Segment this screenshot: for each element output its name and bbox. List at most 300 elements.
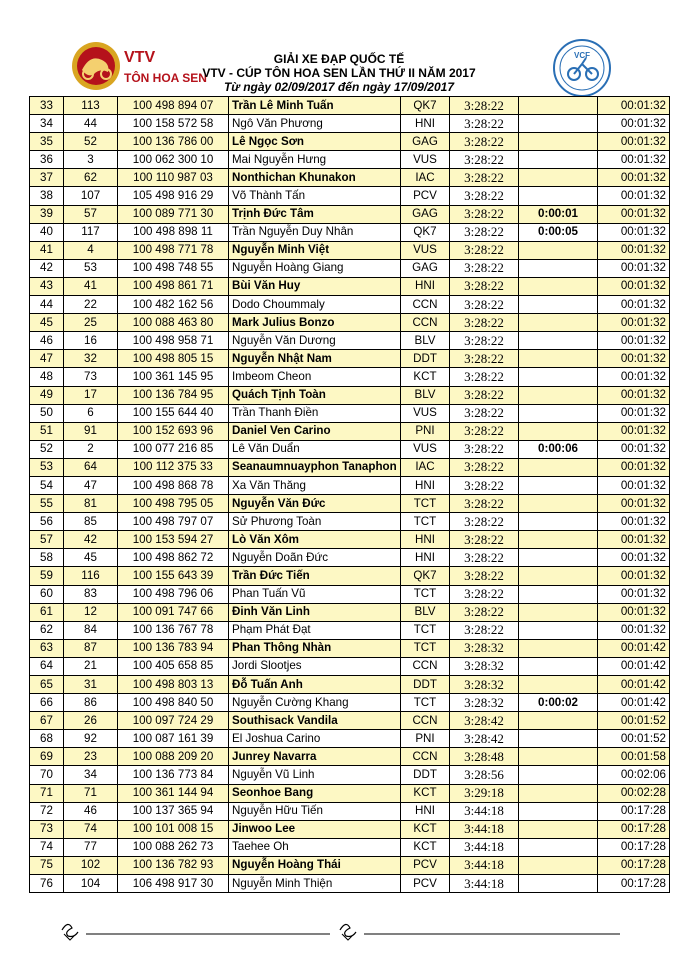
bib-cell: 104 [64, 875, 118, 893]
uci-id-cell: 100 498 796 06 [118, 585, 229, 603]
uci-id-cell: 100 077 216 85 [118, 440, 229, 458]
rank-cell: 49 [30, 386, 64, 404]
rank-cell: 56 [30, 513, 64, 531]
rider-name-cell: Phan Thông Nhàn [229, 639, 401, 657]
table-row [30, 657, 670, 675]
table-row [30, 404, 670, 422]
rider-name-cell: Lò Văn Xôm [229, 531, 401, 549]
gap-cell: 00:01:52 [598, 712, 670, 730]
team-cell: QK7 [401, 97, 450, 115]
bonus-cell [519, 259, 598, 277]
signature-area [0, 910, 678, 950]
rider-name-cell: Seonhoe Bang [229, 784, 401, 802]
bib-cell: 25 [64, 314, 118, 332]
uci-id-cell: 100 101 008 15 [118, 820, 229, 838]
team-cell: BLV [401, 386, 450, 404]
rank-cell: 55 [30, 495, 64, 513]
team-cell: PCV [401, 875, 450, 893]
time-cell: 3:28:22 [450, 187, 519, 205]
table-row [30, 277, 670, 295]
rider-name-cell: El Joshua Carino [229, 730, 401, 748]
uci-id-cell: 100 498 748 55 [118, 259, 229, 277]
rank-cell: 36 [30, 151, 64, 169]
title-line-2: VTV - CÚP TÔN HOA SEN LẦN THỨ II NĂM 2017 [202, 66, 476, 80]
bib-cell: 74 [64, 820, 118, 838]
team-cell: BLV [401, 603, 450, 621]
rank-cell: 41 [30, 241, 64, 259]
uci-id-cell: 100 089 771 30 [118, 205, 229, 223]
uci-id-cell: 100 136 767 78 [118, 621, 229, 639]
team-cell: TCT [401, 495, 450, 513]
time-cell: 3:28:22 [450, 97, 519, 115]
team-cell: QK7 [401, 223, 450, 241]
gap-cell: 00:01:32 [598, 368, 670, 386]
bib-cell: 71 [64, 784, 118, 802]
table-row [30, 458, 670, 476]
gap-cell: 00:17:28 [598, 838, 670, 856]
bib-cell: 42 [64, 531, 118, 549]
gap-cell: 00:01:32 [598, 440, 670, 458]
bib-cell: 47 [64, 476, 118, 494]
gap-cell: 00:01:42 [598, 639, 670, 657]
rider-name-cell: Jordi Slootjes [229, 657, 401, 675]
logo-vtv-text: VTV [124, 49, 156, 66]
rider-name-cell: Nguyễn Cường Khang [229, 694, 401, 712]
uci-id-cell: 100 091 747 66 [118, 603, 229, 621]
bonus-cell: 0:00:06 [519, 440, 598, 458]
time-cell: 3:28:32 [450, 657, 519, 675]
gap-cell: 00:01:58 [598, 748, 670, 766]
rank-cell: 65 [30, 676, 64, 694]
gap-cell: 00:01:32 [598, 133, 670, 151]
uci-id-cell: 106 498 917 30 [118, 875, 229, 893]
table-row [30, 549, 670, 567]
rank-cell: 52 [30, 440, 64, 458]
gap-cell: 00:01:32 [598, 621, 670, 639]
bonus-cell [519, 133, 598, 151]
team-cell: PCV [401, 856, 450, 874]
bib-cell: 2 [64, 440, 118, 458]
table-row [30, 712, 670, 730]
table-row [30, 730, 670, 748]
rank-cell: 64 [30, 657, 64, 675]
rider-name-cell: Daniel Ven Carino [229, 422, 401, 440]
rank-cell: 68 [30, 730, 64, 748]
rank-cell: 67 [30, 712, 64, 730]
table-row [30, 838, 670, 856]
bib-cell: 26 [64, 712, 118, 730]
team-cell: CCN [401, 748, 450, 766]
time-cell: 3:44:18 [450, 875, 519, 893]
uci-id-cell: 100 136 783 94 [118, 639, 229, 657]
gap-cell: 00:01:32 [598, 277, 670, 295]
uci-id-cell: 100 498 861 71 [118, 277, 229, 295]
rank-cell: 60 [30, 585, 64, 603]
gap-cell: 00:01:32 [598, 513, 670, 531]
bonus-cell [519, 784, 598, 802]
signature-1 [62, 924, 78, 940]
gap-cell: 00:01:42 [598, 694, 670, 712]
bib-cell: 12 [64, 603, 118, 621]
team-cell: VUS [401, 151, 450, 169]
bib-cell: 32 [64, 350, 118, 368]
gap-cell: 00:01:52 [598, 730, 670, 748]
table-row [30, 621, 670, 639]
table-row [30, 97, 670, 115]
gap-cell: 00:01:32 [598, 422, 670, 440]
bib-cell: 44 [64, 115, 118, 133]
uci-id-cell: 100 361 145 95 [118, 368, 229, 386]
team-cell: GAG [401, 259, 450, 277]
team-cell: TCT [401, 585, 450, 603]
rank-cell: 59 [30, 567, 64, 585]
time-cell: 3:28:22 [450, 585, 519, 603]
time-cell: 3:28:22 [450, 350, 519, 368]
bonus-cell [519, 314, 598, 332]
time-cell: 3:44:18 [450, 802, 519, 820]
table-row [30, 784, 670, 802]
rider-name-cell: Imbeom Cheon [229, 368, 401, 386]
bib-cell: 46 [64, 802, 118, 820]
time-cell: 3:28:22 [450, 223, 519, 241]
bib-cell: 87 [64, 639, 118, 657]
rank-cell: 42 [30, 259, 64, 277]
bib-cell: 91 [64, 422, 118, 440]
rider-name-cell: Nguyễn Minh Việt [229, 241, 401, 259]
rider-name-cell: Southisack Vandila [229, 712, 401, 730]
uci-id-cell: 100 498 797 07 [118, 513, 229, 531]
uci-id-cell: 100 136 773 84 [118, 766, 229, 784]
bonus-cell [519, 730, 598, 748]
team-cell: PCV [401, 187, 450, 205]
gap-cell: 00:01:32 [598, 350, 670, 368]
rider-name-cell: Xa Văn Thăng [229, 476, 401, 494]
uci-id-cell: 100 137 365 94 [118, 802, 229, 820]
bonus-cell [519, 476, 598, 494]
gap-cell: 00:01:32 [598, 97, 670, 115]
table-row [30, 694, 670, 712]
bib-cell: 116 [64, 567, 118, 585]
table-row [30, 151, 670, 169]
gap-cell: 00:01:32 [598, 115, 670, 133]
time-cell: 3:28:56 [450, 766, 519, 784]
bib-cell: 23 [64, 748, 118, 766]
time-cell: 3:28:22 [450, 476, 519, 494]
rider-name-cell: Nguyễn Doãn Đức [229, 549, 401, 567]
time-cell: 3:28:22 [450, 277, 519, 295]
table-row [30, 350, 670, 368]
uci-id-cell: 100 498 803 13 [118, 676, 229, 694]
rider-name-cell: Đinh Văn Linh [229, 603, 401, 621]
uci-id-cell: 100 088 463 80 [118, 314, 229, 332]
time-cell: 3:28:32 [450, 694, 519, 712]
bonus-cell [519, 567, 598, 585]
rank-cell: 33 [30, 97, 64, 115]
bonus-cell [519, 838, 598, 856]
table-row [30, 513, 670, 531]
time-cell: 3:29:18 [450, 784, 519, 802]
rider-name-cell: Dodo Choummaly [229, 296, 401, 314]
table-row [30, 332, 670, 350]
uci-id-cell: 100 498 898 11 [118, 223, 229, 241]
time-cell: 3:28:22 [450, 549, 519, 567]
bonus-cell [519, 875, 598, 893]
bib-cell: 41 [64, 277, 118, 295]
table-row [30, 476, 670, 494]
table-row [30, 531, 670, 549]
bonus-cell [519, 368, 598, 386]
team-cell: IAC [401, 169, 450, 187]
time-cell: 3:28:22 [450, 133, 519, 151]
team-cell: HNI [401, 476, 450, 494]
rider-name-cell: Nguyễn Hoàng Giang [229, 259, 401, 277]
signature-2 [340, 924, 356, 940]
rider-name-cell: Phạm Phát Đạt [229, 621, 401, 639]
vcf-logo [552, 38, 612, 98]
logo-vcf-text: VCF [574, 51, 590, 60]
uci-id-cell: 100 155 644 40 [118, 404, 229, 422]
rider-name-cell: Nguyễn Vũ Linh [229, 766, 401, 784]
gap-cell: 00:01:42 [598, 676, 670, 694]
time-cell: 3:28:22 [450, 422, 519, 440]
rider-name-cell: Trần Đức Tiến [229, 567, 401, 585]
gap-cell: 00:01:32 [598, 314, 670, 332]
bib-cell: 45 [64, 549, 118, 567]
table-row [30, 440, 670, 458]
gap-cell: 00:01:32 [598, 296, 670, 314]
uci-id-cell: 100 498 771 78 [118, 241, 229, 259]
gap-cell: 00:01:32 [598, 187, 670, 205]
rank-cell: 43 [30, 277, 64, 295]
uci-id-cell: 100 110 987 03 [118, 169, 229, 187]
uci-id-cell: 100 482 162 56 [118, 296, 229, 314]
gap-cell: 00:01:32 [598, 241, 670, 259]
rank-cell: 39 [30, 205, 64, 223]
bonus-cell [519, 97, 598, 115]
gap-cell: 00:17:28 [598, 856, 670, 874]
time-cell: 3:28:22 [450, 513, 519, 531]
bib-cell: 113 [64, 97, 118, 115]
rank-cell: 45 [30, 314, 64, 332]
time-cell: 3:28:22 [450, 621, 519, 639]
table-row [30, 802, 670, 820]
rider-name-cell: Mai Nguyễn Hưng [229, 151, 401, 169]
bonus-cell [519, 802, 598, 820]
rider-name-cell: Jinwoo Lee [229, 820, 401, 838]
bib-cell: 117 [64, 223, 118, 241]
table-row [30, 585, 670, 603]
time-cell: 3:44:18 [450, 838, 519, 856]
rider-name-cell: Nonthichan Khunakon [229, 169, 401, 187]
rank-cell: 50 [30, 404, 64, 422]
bonus-cell [519, 151, 598, 169]
time-cell: 3:28:22 [450, 205, 519, 223]
table-row [30, 495, 670, 513]
bib-cell: 64 [64, 458, 118, 476]
rank-cell: 76 [30, 875, 64, 893]
uci-id-cell: 100 361 144 94 [118, 784, 229, 802]
table-row [30, 875, 670, 893]
gap-cell: 00:01:32 [598, 404, 670, 422]
team-cell: HNI [401, 549, 450, 567]
table-row [30, 259, 670, 277]
time-cell: 3:28:22 [450, 567, 519, 585]
bib-cell: 107 [64, 187, 118, 205]
gap-cell: 00:01:32 [598, 531, 670, 549]
team-cell: CCN [401, 657, 450, 675]
team-cell: CCN [401, 314, 450, 332]
team-cell: IAC [401, 458, 450, 476]
gap-cell: 00:01:32 [598, 495, 670, 513]
bib-cell: 73 [64, 368, 118, 386]
table-row [30, 422, 670, 440]
table-row [30, 187, 670, 205]
rank-cell: 53 [30, 458, 64, 476]
bonus-cell [519, 187, 598, 205]
team-cell: TCT [401, 621, 450, 639]
bonus-cell [519, 169, 598, 187]
time-cell: 3:28:32 [450, 639, 519, 657]
rider-name-cell: Nguyễn Văn Đức [229, 495, 401, 513]
table-row [30, 296, 670, 314]
bib-cell: 22 [64, 296, 118, 314]
team-cell: DDT [401, 350, 450, 368]
rank-cell: 58 [30, 549, 64, 567]
gap-cell: 00:17:28 [598, 875, 670, 893]
rank-cell: 57 [30, 531, 64, 549]
bonus-cell [519, 531, 598, 549]
rank-cell: 72 [30, 802, 64, 820]
bib-cell: 83 [64, 585, 118, 603]
rank-cell: 71 [30, 784, 64, 802]
bonus-cell [519, 386, 598, 404]
time-cell: 3:28:22 [450, 495, 519, 513]
gap-cell: 00:01:32 [598, 151, 670, 169]
bib-cell: 31 [64, 676, 118, 694]
uci-id-cell: 100 097 724 29 [118, 712, 229, 730]
time-cell: 3:28:22 [450, 314, 519, 332]
time-cell: 3:28:22 [450, 241, 519, 259]
gap-cell: 00:01:32 [598, 585, 670, 603]
rank-cell: 75 [30, 856, 64, 874]
rider-name-cell: Nguyễn Hữu Tiến [229, 802, 401, 820]
rider-name-cell: Nguyễn Văn Dương [229, 332, 401, 350]
time-cell: 3:28:22 [450, 531, 519, 549]
bib-cell: 4 [64, 241, 118, 259]
table-row [30, 386, 670, 404]
bonus-cell [519, 657, 598, 675]
team-cell: VUS [401, 241, 450, 259]
title-line-1: GIẢI XE ĐẠP QUỐC TẾ [273, 52, 405, 66]
gap-cell: 00:01:32 [598, 205, 670, 223]
team-cell: KCT [401, 368, 450, 386]
rank-cell: 66 [30, 694, 64, 712]
rank-cell: 47 [30, 350, 64, 368]
gap-cell: 00:01:32 [598, 549, 670, 567]
bonus-cell [519, 676, 598, 694]
rider-name-cell: Ngô Văn Phương [229, 115, 401, 133]
uci-id-cell: 100 498 862 72 [118, 549, 229, 567]
uci-id-cell: 100 498 840 50 [118, 694, 229, 712]
bonus-cell [519, 422, 598, 440]
rider-name-cell: Trần Nguyễn Duy Nhân [229, 223, 401, 241]
time-cell: 3:28:22 [450, 296, 519, 314]
bonus-cell [519, 766, 598, 784]
table-row [30, 169, 670, 187]
team-cell: PNI [401, 422, 450, 440]
bonus-cell [519, 495, 598, 513]
rank-cell: 44 [30, 296, 64, 314]
bonus-cell [519, 712, 598, 730]
time-cell: 3:28:42 [450, 730, 519, 748]
time-cell: 3:28:22 [450, 115, 519, 133]
time-cell: 3:28:22 [450, 151, 519, 169]
table-row [30, 820, 670, 838]
bib-cell: 57 [64, 205, 118, 223]
team-cell: TCT [401, 513, 450, 531]
bonus-cell: 0:00:05 [519, 223, 598, 241]
uci-id-cell: 100 088 262 73 [118, 838, 229, 856]
team-cell: PNI [401, 730, 450, 748]
team-cell: TCT [401, 639, 450, 657]
bib-cell: 84 [64, 621, 118, 639]
rank-cell: 40 [30, 223, 64, 241]
uci-id-cell: 100 152 693 96 [118, 422, 229, 440]
team-cell: QK7 [401, 567, 450, 585]
team-cell: TCT [401, 694, 450, 712]
gap-cell: 00:01:32 [598, 259, 670, 277]
rider-name-cell: Nguyễn Nhật Nam [229, 350, 401, 368]
rank-cell: 34 [30, 115, 64, 133]
rider-name-cell: Nguyễn Minh Thiện [229, 875, 401, 893]
time-cell: 3:28:48 [450, 748, 519, 766]
table-row [30, 766, 670, 784]
team-cell: VUS [401, 440, 450, 458]
rider-name-cell: Trần Lê Minh Tuấn [229, 97, 401, 115]
uci-id-cell: 100 498 894 07 [118, 97, 229, 115]
rank-cell: 37 [30, 169, 64, 187]
team-cell: KCT [401, 838, 450, 856]
rider-name-cell: Sử Phương Toàn [229, 513, 401, 531]
rider-name-cell: Quách Tịnh Toàn [229, 386, 401, 404]
time-cell: 3:28:22 [450, 603, 519, 621]
rank-cell: 54 [30, 476, 64, 494]
time-cell: 3:28:22 [450, 386, 519, 404]
bonus-cell [519, 856, 598, 874]
rider-name-cell: Trịnh Đức Tâm [229, 205, 401, 223]
rank-cell: 69 [30, 748, 64, 766]
bonus-cell [519, 748, 598, 766]
rank-cell: 48 [30, 368, 64, 386]
title-line-3: Từ ngày 02/09/2017 đến ngày 17/09/2017 [223, 80, 455, 94]
bonus-cell [519, 585, 598, 603]
rider-name-cell: Bùi Văn Huy [229, 277, 401, 295]
gap-cell: 00:01:32 [598, 458, 670, 476]
gap-cell: 00:01:32 [598, 476, 670, 494]
results-table [29, 96, 670, 893]
table-row [30, 368, 670, 386]
rider-name-cell: Lê Ngọc Sơn [229, 133, 401, 151]
table-row [30, 115, 670, 133]
uci-id-cell: 100 062 300 10 [118, 151, 229, 169]
team-cell: HNI [401, 115, 450, 133]
bonus-cell [519, 277, 598, 295]
time-cell: 3:28:22 [450, 332, 519, 350]
bonus-cell: 0:00:01 [519, 205, 598, 223]
rider-name-cell: Mark Julius Bonzo [229, 314, 401, 332]
bonus-cell [519, 549, 598, 567]
uci-id-cell: 100 405 658 85 [118, 657, 229, 675]
